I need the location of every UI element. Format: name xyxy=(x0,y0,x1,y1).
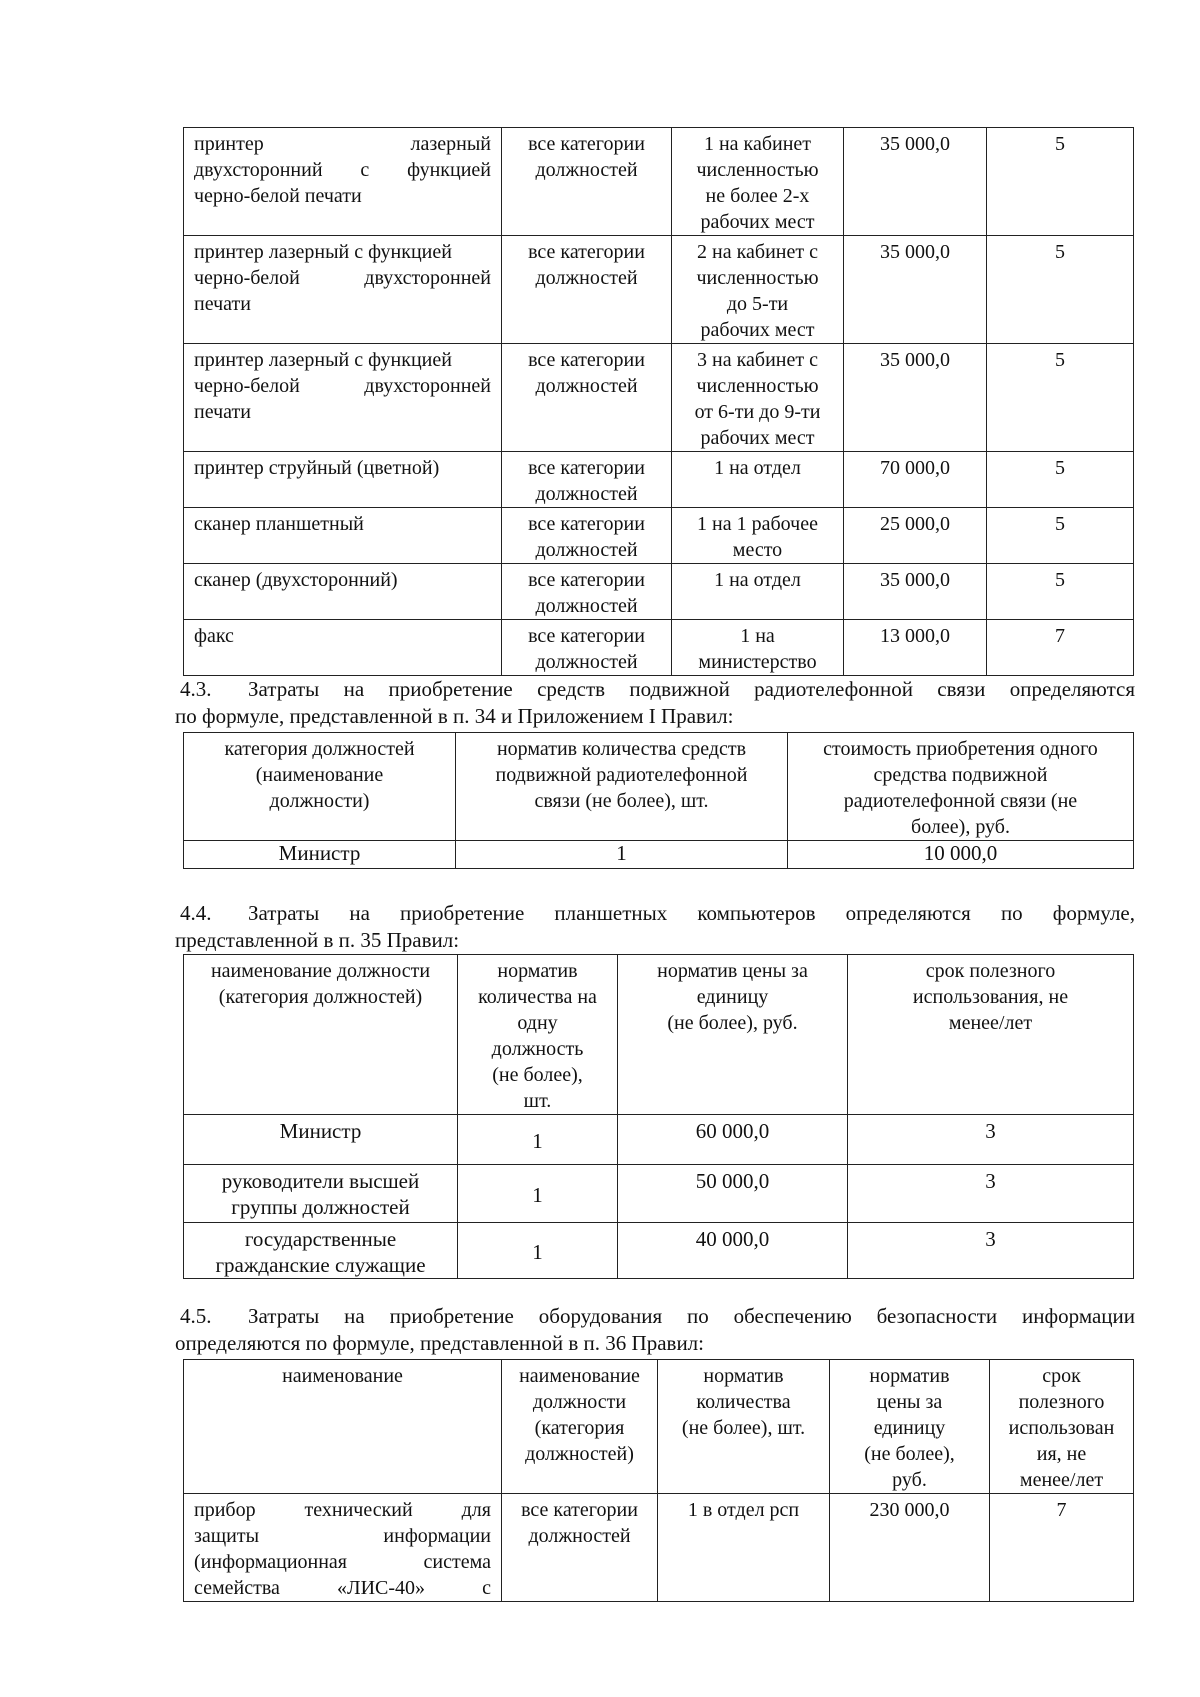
column-header: наименование xyxy=(184,1360,502,1494)
column-header: норматив цены за единицу (не более), руб. xyxy=(830,1360,990,1494)
security-equipment-table xyxy=(183,1359,1134,1602)
item-quantity: 1 на отдел xyxy=(672,564,844,620)
column-header: норматив количества средств подвижной радиотелефонной связи (не более), шт. xyxy=(456,733,788,841)
item-term: 7 xyxy=(987,620,1134,676)
item-name: принтер лазерный с функцией черно-белой двухсторонней печати xyxy=(184,344,502,452)
tablet-table xyxy=(183,954,1134,1279)
table-row xyxy=(184,620,1134,676)
table-row xyxy=(184,841,1134,869)
section-number: 4.5. xyxy=(180,1304,212,1328)
item-price: 13 000,0 xyxy=(844,620,987,676)
column-header: наименование должности (категория должностей) xyxy=(502,1360,658,1494)
price: 10 000,0 xyxy=(788,841,1134,869)
section-4-3-text: 4.3. Затраты на приобретение средств подвижной радиотелефонной связи определяются по формуле, представленной в п. 34 и Приложением I Правил: xyxy=(175,677,1135,728)
column-header: норматив цены за единицу (не более), руб. xyxy=(618,955,848,1115)
term: 3 xyxy=(848,1165,1134,1223)
section-number: 4.3. xyxy=(180,677,212,701)
quantity: 1 xyxy=(456,841,788,869)
item-price: 35 000,0 xyxy=(844,564,987,620)
table-row xyxy=(184,236,1134,344)
column-header: стоимость приобретения одного средства подвижной радиотелефонной связи (не более), руб. xyxy=(788,733,1134,841)
item-quantity: 1 на отдел xyxy=(672,452,844,508)
term: 3 xyxy=(848,1223,1134,1279)
section-4-5-text: 4.5. Затраты на приобретение оборудования по обеспечению безопасности информации определяются по формуле, представленной в п. 36 Правил: xyxy=(175,1304,1135,1355)
table-row xyxy=(184,1165,1134,1223)
item-name: принтер струйный (цветной) xyxy=(184,452,502,508)
item-category: все категории должностей xyxy=(502,128,672,236)
column-header: срок полезного использован ия, не менее/лет xyxy=(990,1360,1134,1494)
table-row xyxy=(184,1115,1134,1165)
item-quantity: 2 на кабинет с численностью до 5-ти рабочих мест xyxy=(672,236,844,344)
item-quantity: 1 на министерство xyxy=(672,620,844,676)
item-category: все категории должностей xyxy=(502,344,672,452)
item-category: все категории должностей xyxy=(502,236,672,344)
table-row xyxy=(184,508,1134,564)
column-header: категория должностей (наименование должности) xyxy=(184,733,456,841)
quantity: 1 xyxy=(458,1115,618,1165)
equipment-table xyxy=(183,127,1134,676)
item-price: 70 000,0 xyxy=(844,452,987,508)
item-name: сканер планшетный xyxy=(184,508,502,564)
item-name: принтер лазерный с функцией черно-белой двухсторонней печати xyxy=(184,236,502,344)
price: 40 000,0 xyxy=(618,1223,848,1279)
term: 3 xyxy=(848,1115,1134,1165)
item-term: 7 xyxy=(990,1494,1134,1602)
item-name: прибор технический для защиты информации (информационная система семейства «ЛИС-40» с xyxy=(184,1494,502,1602)
column-header: наименование должности (категория должностей) xyxy=(184,955,458,1115)
column-header: срок полезного использования, не менее/лет xyxy=(848,955,1134,1115)
item-term: 5 xyxy=(987,452,1134,508)
item-price: 35 000,0 xyxy=(844,128,987,236)
item-name: сканер (двухсторонний) xyxy=(184,564,502,620)
position-name: Министр xyxy=(184,1115,458,1165)
table-header-row xyxy=(184,733,1134,841)
mobile-phone-table xyxy=(183,732,1134,869)
price: 60 000,0 xyxy=(618,1115,848,1165)
section-number: 4.4. xyxy=(180,901,212,925)
position-category: Министр xyxy=(184,841,456,869)
item-price: 230 000,0 xyxy=(830,1494,990,1602)
position-name: руководители высшей группы должностей xyxy=(184,1165,458,1223)
table-row xyxy=(184,1223,1134,1279)
item-price: 35 000,0 xyxy=(844,344,987,452)
table-row xyxy=(184,452,1134,508)
item-name: факс xyxy=(184,620,502,676)
item-quantity: 3 на кабинет с численностью от 6-ти до 9-ти рабочих мест xyxy=(672,344,844,452)
item-price: 35 000,0 xyxy=(844,236,987,344)
item-category: все категории должностей xyxy=(502,1494,658,1602)
item-quantity: 1 в отдел рсп xyxy=(658,1494,830,1602)
item-category: все категории должностей xyxy=(502,620,672,676)
item-quantity: 1 на кабинет численностью не более 2-х рабочих мест xyxy=(672,128,844,236)
item-price: 25 000,0 xyxy=(844,508,987,564)
table-row xyxy=(184,128,1134,236)
table-row xyxy=(184,1494,1134,1602)
column-header: норматив количества (не более), шт. xyxy=(658,1360,830,1494)
table-row xyxy=(184,344,1134,452)
column-header: норматив количества на одну должность (не более), шт. xyxy=(458,955,618,1115)
item-category: все категории должностей xyxy=(502,508,672,564)
item-category: все категории должностей xyxy=(502,564,672,620)
quantity: 1 xyxy=(458,1223,618,1279)
item-term: 5 xyxy=(987,236,1134,344)
price: 50 000,0 xyxy=(618,1165,848,1223)
table-header-row xyxy=(184,955,1134,1115)
table-header-row xyxy=(184,1360,1134,1494)
item-term: 5 xyxy=(987,508,1134,564)
item-term: 5 xyxy=(987,564,1134,620)
item-name: принтер лазерный двухсторонний с функцией черно-белой печати xyxy=(184,128,502,236)
item-term: 5 xyxy=(987,344,1134,452)
table-row xyxy=(184,564,1134,620)
item-quantity: 1 на 1 рабочее место xyxy=(672,508,844,564)
quantity: 1 xyxy=(458,1165,618,1223)
item-category: все категории должностей xyxy=(502,452,672,508)
position-name: государственные гражданские служащие xyxy=(184,1223,458,1279)
item-term: 5 xyxy=(987,128,1134,236)
section-4-4-text: 4.4. Затраты на приобретение планшетных компьютеров определяются по формуле, представленной в п. 35 Правил: xyxy=(175,901,1135,952)
